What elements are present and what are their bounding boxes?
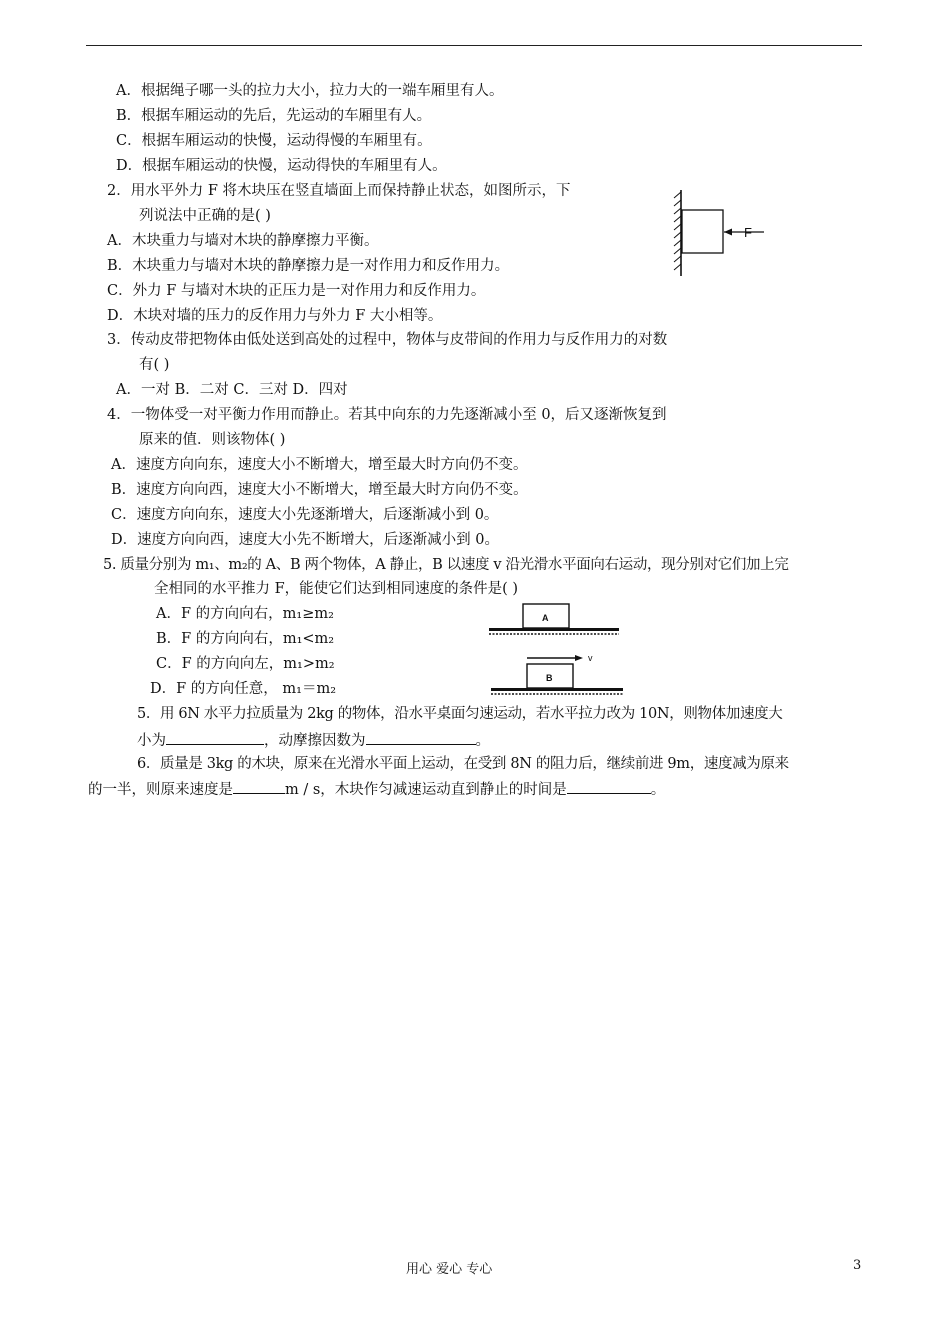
block-b-label: B [546,673,553,683]
friction-coefficient-answer-blank[interactable] [366,730,476,745]
q2-option-a: A．木块重力与墙对木块的静摩擦力平衡。 [107,233,379,249]
fill-q6-text-c: 。 [650,782,666,798]
block-a-figure [487,600,622,638]
q4-stem-line1: 4．一物体受一对平衡力作用而静止。若其中向东的力先逐渐减小至 0，后又逐渐恢复到 [107,407,667,423]
q1-option-d: D．根据车厢运动的快慢，运动得快的车厢里有人。 [116,158,447,174]
velocity-v-label: v [588,653,593,663]
fill-q5-line1: 5．用 6N 水平力拉质量为 2kg 的物体，沿水平桌面匀速运动，若水平拉力改为 10N，则物体加速度大 [137,706,783,722]
q5-option-c: C．F 的方向向左，m₁>m₂ [156,656,335,672]
fill-q5-line2 [137,730,490,750]
fill-q6-text-a: 的一半，则原来速度是 [88,782,233,798]
fill-q5-text-b: ，动摩擦因数为 [264,733,366,749]
q1-option-c: C．根据车厢运动的快慢，运动得慢的车厢里有。 [116,133,432,149]
q2-stem-line1: 2．用水平外力 F 将木块压在竖直墙面上而保持静止状态，如图所示，下 [107,183,571,199]
page-number: 3 [853,1258,862,1273]
q4-option-c: C．速度方向向东，速度大小先逐渐增大，后逐渐减小到 0。 [111,507,499,523]
q4-option-a: A．速度方向向东，速度大小不断增大，增至最大时方向仍不变。 [111,457,528,473]
q3-options: A．一对 B．二对 C．三对 D．四对 [116,382,348,398]
q3-stem-line1: 3．传动皮带把物体由低处送到高处的过程中，物体与皮带间的作用力与反作用力的对数 [107,332,668,348]
acceleration-answer-blank[interactable] [166,730,264,745]
fill-q5-text-c: 。 [475,733,490,749]
fill-q6-line1: 6．质量是 3kg 的木块，原来在光滑水平面上运动，在受到 8N 的阻力后，继续前进 9m，速度减为原来 [137,756,789,772]
q2-option-b: B．木块重力与墙对木块的静摩擦力是一对作用力和反作用力。 [107,258,510,274]
q5-option-d: D．F 的方向任意， m₁＝m₂ [150,681,337,697]
block-b-figure [487,650,627,698]
fill-q5-text-a: 小为 [137,733,166,749]
q1-option-b: B．根据车厢运动的先后，先运动的车厢里有人。 [116,108,432,124]
q5-option-b: B．F 的方向向右，m₁<m₂ [156,631,335,647]
q2-option-d: D．木块对墙的压力的反作用力与外力 F 大小相等。 [107,308,443,324]
q4-stem-line2: 原来的值．则该物体( ) [139,432,286,448]
q5-stem-line2: 全相同的水平推力 F，能使它们达到相同速度的条件是( ) [154,581,519,597]
footer-motto: 用心 爱心 专心 [406,1262,493,1277]
q4-option-b: B．速度方向向西，速度大小不断增大，增至最大时方向仍不变。 [111,482,528,498]
initial-speed-answer-blank[interactable] [233,779,285,794]
q5-stem-line1: 5. 质量分别为 m₁、m₂的 A、B 两个物体，A 静止，B 以速度 v 沿光滑水平面向右运动，现分别对它们加上完 [103,557,789,573]
q3-stem-line2: 有( ) [139,357,170,373]
q5-option-a: A．F 的方向向右，m₁≥m₂ [156,606,334,622]
stopping-time-answer-blank[interactable] [567,779,651,794]
fill-q6-line2 [88,779,665,799]
q1-option-a: A．根据绳子哪一头的拉力大小，拉力大的一端车厢里有人。 [116,83,504,99]
fill-q6-text-b: m / s，木块作匀减速运动直到静止的时间是 [285,782,567,798]
header-rule [86,45,862,46]
q2-option-c: C．外力 F 与墙对木块的正压力是一对作用力和反作用力。 [107,283,486,299]
q4-option-d: D．速度方向向西，速度大小先不断增大，后逐渐减小到 0。 [111,532,499,548]
force-f-label: F [744,225,752,240]
q2-stem-line2: 列说法中正确的是( ) [139,208,271,224]
block-a-label: A [542,613,549,623]
wall-block-figure [670,190,770,276]
